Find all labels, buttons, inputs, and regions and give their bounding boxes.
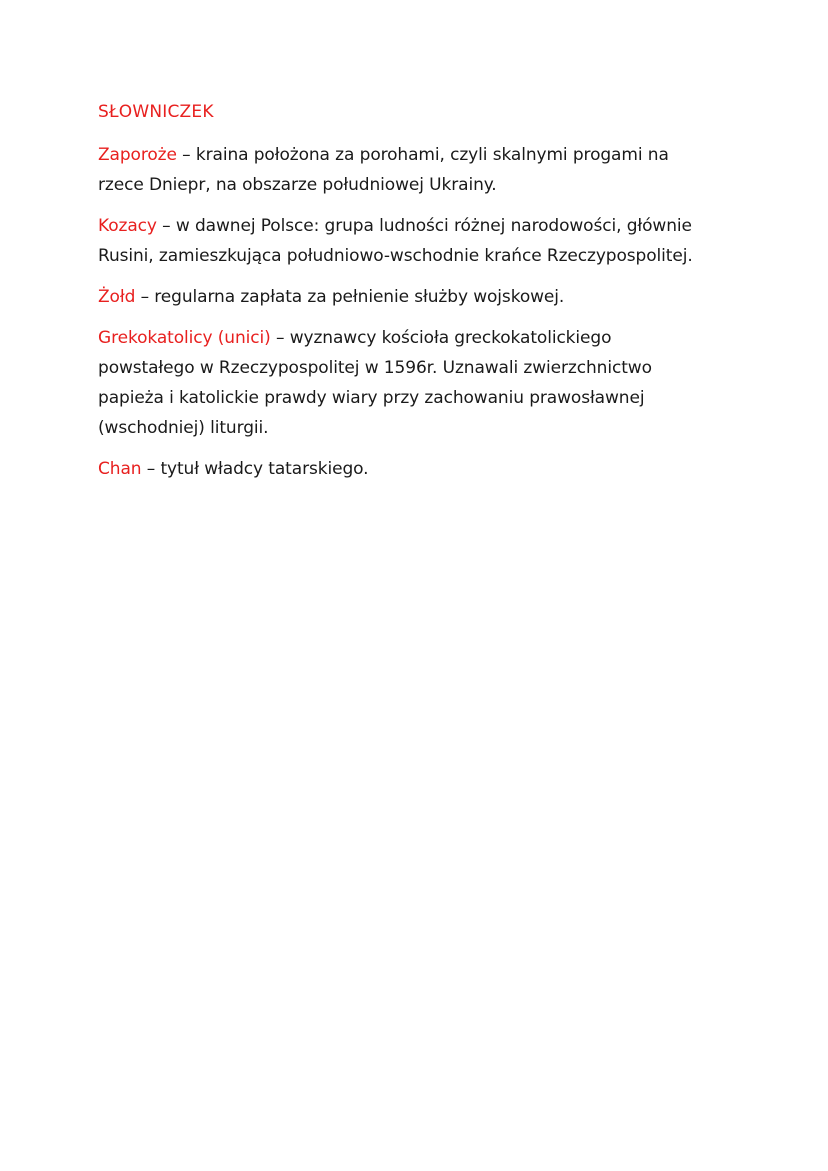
entry-line: rzece Dniepr, na obszarze południowej Ukrainy. bbox=[98, 175, 497, 195]
entry-definition: – tytuł władcy tatarskiego. bbox=[141, 459, 369, 479]
entry-line bbox=[98, 211, 738, 241]
entry-line bbox=[98, 282, 738, 312]
entry-definition: – regularna zapłata za pełnienie służby wojskowej. bbox=[135, 287, 565, 307]
entry-line: powstałego w Rzeczypospolitej w 1596r. Uznawali zwierzchnictwo bbox=[98, 358, 652, 378]
entry-line bbox=[98, 140, 738, 170]
entry-definition: – kraina położona za porohami, czyli skalnymi progami na bbox=[176, 145, 669, 165]
entry-line bbox=[98, 454, 738, 484]
entry-line bbox=[98, 323, 738, 353]
entry-line: Rusini, zamieszkująca południowo-wschodnie krańce Rzeczypospolitej. bbox=[98, 246, 693, 266]
entry-term: Zaporoże bbox=[98, 145, 177, 165]
entry-term: Grekokatolicy (unici) bbox=[98, 328, 271, 348]
entry-line: papieża i katolickie prawdy wiary przy zachowaniu prawosławnej bbox=[98, 388, 645, 408]
glossary-title: SŁOWNICZEK bbox=[98, 102, 214, 122]
entry-line: (wschodniej) liturgii. bbox=[98, 418, 269, 438]
glossary-entry-zaporoze bbox=[98, 140, 738, 200]
entry-term: Żołd bbox=[98, 287, 136, 307]
glossary-entry-chan bbox=[98, 454, 738, 484]
entry-term: Kozacy bbox=[98, 216, 157, 236]
glossary-entry-grekokatolicy bbox=[98, 323, 738, 443]
entry-term: Chan bbox=[98, 459, 142, 479]
entry-definition: – w dawnej Polsce: grupa ludności różnej narodowości, głównie bbox=[156, 216, 692, 236]
glossary-entry-zold bbox=[98, 282, 738, 312]
glossary bbox=[98, 99, 738, 495]
glossary-entry-kozacy bbox=[98, 211, 738, 271]
entry-definition: – wyznawcy kościoła greckokatolickiego bbox=[270, 328, 612, 348]
